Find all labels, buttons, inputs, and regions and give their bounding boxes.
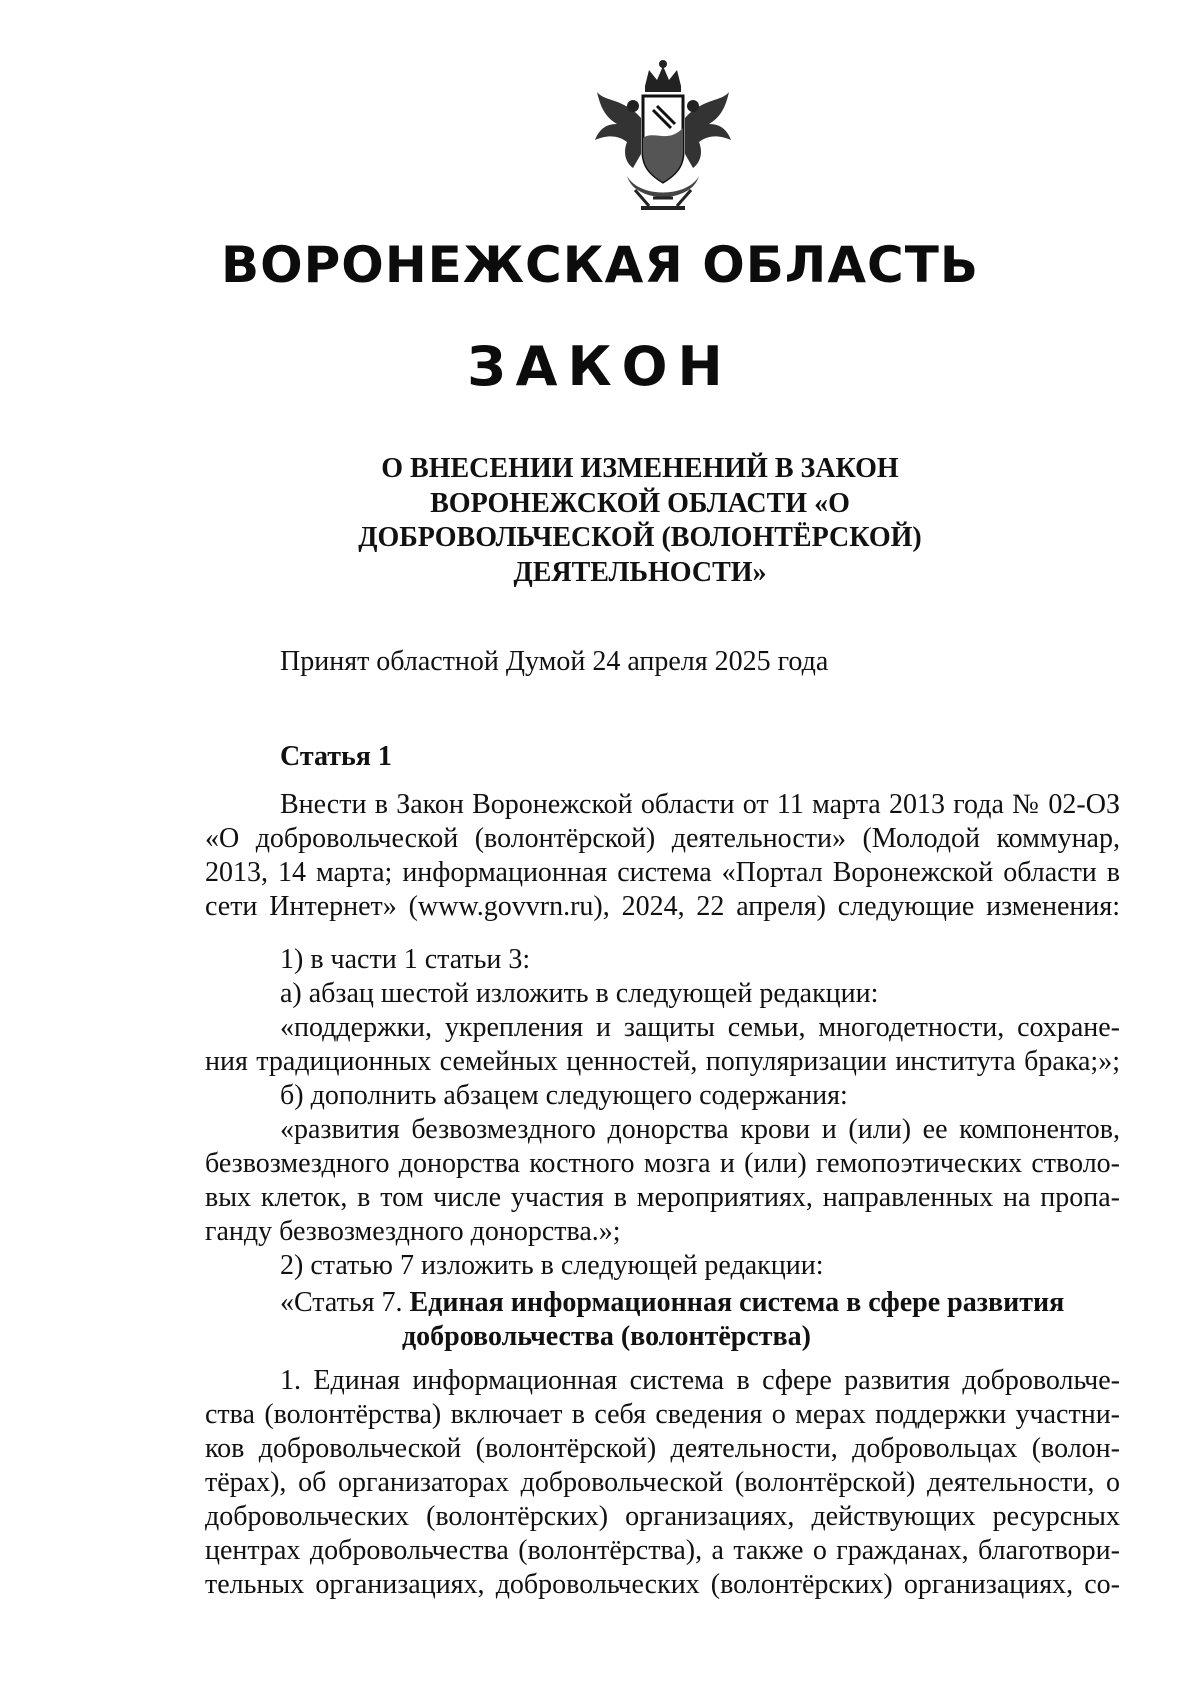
text-line: центрах добровольчества (волонтёрства), а также о гражданах, благотвори- <box>205 1535 1120 1566</box>
article-7-title: Единая информационная система в сфере развития <box>409 1287 1065 1318</box>
item-2: 2) статью 7 изложить в следующей редакции: <box>280 1250 824 1281</box>
subject-line: ВОРОНЕЖСКОЙ ОБЛАСТИ «О <box>430 487 850 519</box>
subject-line: ДОБРОВОЛЬЧЕСКОЙ (ВОЛОНТЁРСКОЙ) <box>358 522 922 553</box>
subject-line: ДЕЯТЕЛЬНОСТИ» <box>513 556 767 588</box>
subject-line: О ВНЕСЕНИИ ИЗМЕНЕНИЙ В ЗАКОН <box>381 453 899 484</box>
article-1-title: Статья 1 <box>280 741 392 772</box>
item-1b: б) дополнить абзацем следующего содержания: <box>280 1080 848 1111</box>
text-line: вых клеток, в том числе участия в мероприятиях, направленных на пропа- <box>205 1182 1120 1213</box>
text-line: безвозмездного донорства костного мозга и (или) гемопоэтических стволо- <box>205 1148 1120 1179</box>
coat-of-arms-icon <box>583 58 743 218</box>
text-line: добровольческих (волонтёрских) организациях, действующих ресурсных <box>205 1501 1120 1532</box>
text-line: «поддержки, укрепления и защиты семьи, многодетности, сохране- <box>280 1012 1120 1043</box>
quote-1 <box>205 1011 1120 1079</box>
article-7-heading <box>280 1286 1100 1320</box>
text-line: ков добровольческой (волонтёрской) деятельности, добровольцах (волон- <box>205 1433 1120 1464</box>
item-1a: а) абзац шестой изложить в следующей редакции: <box>280 978 879 1009</box>
text-line: тельных организациях, добровольческих (волонтёрских) организациях, со- <box>205 1569 1120 1600</box>
adoption-note: Принят областной Думой 24 апреля 2025 года <box>280 646 829 677</box>
text-line: ганду безвозмездного донорства.»; <box>205 1216 621 1247</box>
article-7-title-cont: добровольчества (волонтёрства) <box>402 1321 811 1352</box>
document-type: ЗАКОН <box>467 335 733 398</box>
article-7-prefix: «Статья 7. <box>280 1287 403 1318</box>
article-1-intro <box>205 788 1120 924</box>
region-title: ВОРОНЕЖСКАЯ ОБЛАСТЬ <box>221 236 979 294</box>
text-line: 1. Единая информационная система в сфере развития добровольче- <box>280 1365 1120 1396</box>
text-line: «О добровольческой (волонтёрской) деятельности» (Молодой коммунар, <box>205 823 1120 854</box>
law-subject <box>330 452 950 590</box>
item-1: 1) в части 1 статьи 3: <box>280 944 531 975</box>
text-line: 2013, 14 марта; информационная система «Портал Воронежской области в <box>205 857 1120 888</box>
text-line: «развития безвозмездного донорства крови и (или) ее компонентов, <box>280 1114 1120 1145</box>
quote-2 <box>205 1113 1120 1249</box>
text-line: ния традиционных семейных ценностей, популяризации института брака;»; <box>205 1046 1120 1077</box>
text-line: сети Интернет» (www.govvrn.ru), 2024, 22 апреля) следующие изменения: <box>205 891 1120 922</box>
article-7-part-1 <box>205 1364 1120 1602</box>
text-line: Внести в Закон Воронежской области от 11 марта 2013 года № 02-ОЗ <box>280 789 1120 820</box>
text-line: ства (волонтёрства) включает в себя сведения о мерах поддержки участни- <box>205 1399 1120 1430</box>
text-line: тёрах), об организаторах добровольческой (волонтёрской) деятельности, о <box>205 1467 1120 1498</box>
